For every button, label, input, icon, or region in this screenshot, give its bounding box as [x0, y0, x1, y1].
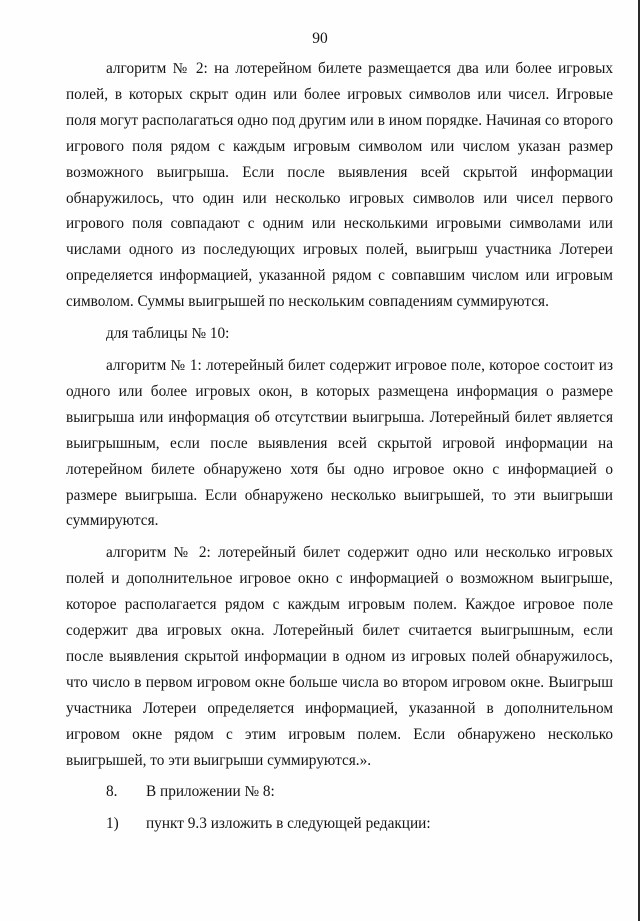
paragraph-table-10-heading: для таблицы № 10: [106, 325, 230, 343]
paragraph-algorithm-2-table-10: алгоритм № 2: лотерейный билет содержит одно или несколько игровых полей и дополнительное игровое окно с информацией о возможном выигрыше, которое располагается рядом с каждым игровым полем. Каждое игровое поле содержит два игровых окна. Лотерейный билет считается выигрышным, если после выявления скрытой информации в одном из игровых полей обнаружилось, что число в первом игровом окне больше числа во втором игровом окне. Выигрыш участника Лотереи определяется информацией, указанной в дополнительном игровом окне рядом с этим игровым полем. Если обнаружено несколько выигрышей, то эти выигрыши суммируются.». [66, 544, 613, 769]
list-item-text: В приложении № 8: [146, 783, 275, 801]
document-body [66, 56, 613, 837]
list-item [66, 779, 613, 805]
page-number: 90 [312, 30, 328, 47]
list-item [66, 811, 613, 837]
paragraph-algorithm-1-table-10: алгоритм № 1: лотерейный билет содержит игровое поле, которое состоит из одного или более игровых окон, в которых размещена информация о размере выигрыша или информация об отсутствии выигрыша. Лотерейный билет является выигрышным, если после выявления всей скрытой игровой информации на лотерейном билете обнаружено хотя бы одно игровое окно с информацией о размере выигрыша. Если обнаружено несколько выигрышей, то эти выигрыши суммируются. [66, 356, 613, 530]
list-item-number: 8. [106, 783, 118, 801]
list-item-number: 1) [106, 815, 119, 833]
paragraph-algorithm-2-table-9: алгоритм № 2: на лотерейном билете размещается два или более игровых полей, в которых скрыт один или более игровых символов или чисел. Игровые поля могут располагаться одно под другим или в ином порядке. Начиная со второго игрового поля рядом с каждым игровым символом или числом указан размер возможного выигрыша. Если после выявления всей скрытой информации обнаружилось, что один или несколько игровых символов или чисел первого игрового поля совпадают с одним или несколькими игровыми символами или числами одного из последующих игровых полей, выигрыш участника Лотереи определяется информацией, указанной рядом с совпавшим числом или игровым символом. Суммы выигрышей по нескольким совпадениям суммируются. [66, 60, 613, 311]
list-item-text: пункт 9.3 изложить в следующей редакции: [146, 815, 431, 833]
